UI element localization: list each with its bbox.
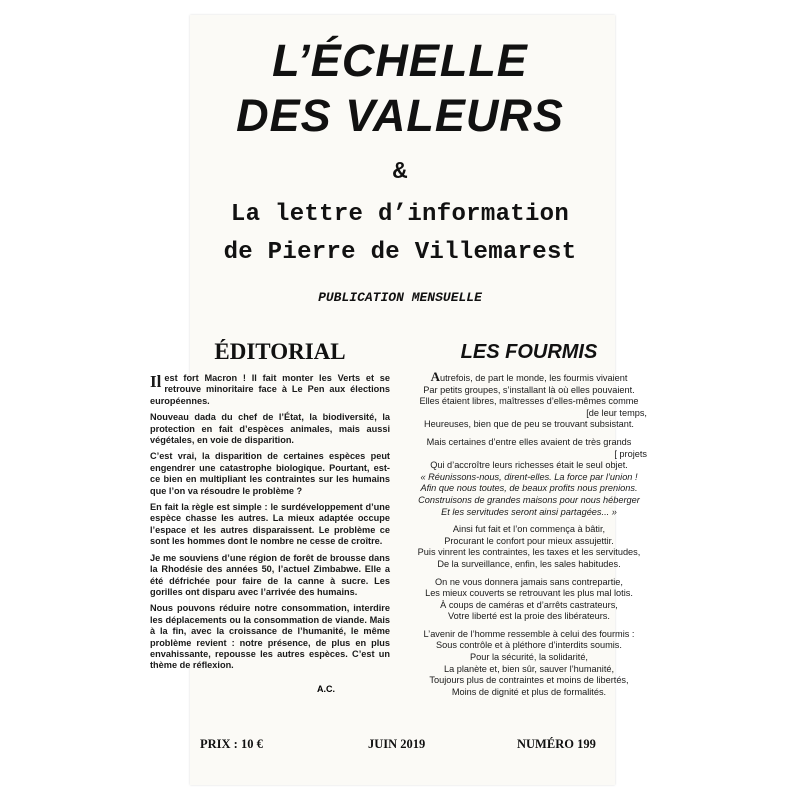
poem-stanza-4	[405, 577, 653, 623]
poem-line: Par petits groupes, s’installant là où elles pouvaient.	[423, 384, 635, 395]
editorial-paragraph-3: C’est vrai, la disparition de certaines espèces peut engendrer une catastrophe biologique. Pourtant, est-ce bien en multipliant les contraintes sur les humains que l’on va résoudre le problème ?	[150, 451, 390, 496]
editorial-column	[150, 337, 390, 694]
editorial-paragraph-1: Il est fort Macron ! Il fait monter les Verts et se retrouve minoritaire face à Le Pen aux élections européennes.	[150, 372, 390, 406]
poem-line: Ainsi fut fait et l’on commença à bâtir,	[452, 524, 606, 535]
poem-line: Moins de dignité et plus de formalités.	[451, 686, 607, 697]
poem-line: Heureuses, bien que de peu se trouvant subsistant.	[424, 419, 634, 430]
poem-line: L’avenir de l’homme ressemble à celui des fourmis :	[423, 628, 635, 639]
poem-line: On ne vous donnera jamais sans contrepartie,	[435, 576, 623, 587]
footer-issue-number: NUMÉRO 199	[517, 737, 596, 751]
poem-line: Elles étaient libres, maîtresses d’elles-mêmes comme	[419, 396, 639, 407]
poem-line: De la surveillance, enfin, les sales habitudes.	[437, 558, 621, 569]
masthead-title-line2: DES VALEURS	[236, 90, 564, 141]
poem-line: Qui d’accroître leurs richesses était le seul objet.	[430, 460, 628, 471]
poem-line: Pour la sécurité, la solidarité,	[470, 652, 588, 663]
poem-line: À coups de caméras et d’arrêts castrateurs,	[440, 599, 618, 610]
masthead-subtitle-line2: de Pierre de Villemarest	[223, 239, 577, 266]
masthead-subtitle-line1: La lettre d’information	[230, 201, 570, 228]
poem-line-quote: Et les servitudes seront ainsi partagées... »	[441, 506, 617, 517]
editorial-heading: ÉDITORIAL	[214, 339, 346, 364]
poem-line-quote: Afin que nous toutes, de beaux profits nous prenions.	[420, 483, 638, 494]
poem-stanza-5	[405, 629, 653, 699]
masthead-ampersand: &	[392, 159, 408, 186]
poem-line-wrap: [ projets	[614, 448, 647, 459]
poem-line-wrap: [de leur temps,	[586, 407, 647, 418]
poem-heading: LES FOURMIS	[460, 341, 598, 363]
poem-line: Votre liberté est la proie des libérateurs.	[448, 611, 610, 622]
poem-stanza-1	[405, 371, 653, 431]
poem-column	[405, 337, 653, 698]
editorial-drop-cap: Il	[150, 372, 162, 391]
editorial-paragraph-5: Je me souviens d’une région de forêt de brousse dans la Rhodésie des années 50, l’actuel Zimbabwe. Elle a été défrichée pour faire de la canne à sucre. Les gorilles ont disparu avec l’arrivée des humains.	[150, 552, 390, 597]
editorial-paragraph-2: Nouveau dada du chef de l’État, la biodiversité, la protection en fait d’espèces animales, mais aussi végétales, en voie de disparition.	[150, 412, 390, 446]
poem-drop-cap: A	[430, 369, 440, 384]
editorial-paragraph-6: Nous pouvons réduire notre consommation, interdire les déplacements ou la consommation de viande. Mais à la fin, avec la croissance de l’humanité, le même problème revient : notre présence, de plus en plus envahissante, repousse les autres espèces. C’est un thème de réflexion.	[150, 603, 390, 671]
poem-line: Mais certaines d’entre elles avaient de très grands	[426, 436, 632, 447]
editorial-paragraph-4: En fait la règle est simple : le surdéveloppement d’une espèce chasse les autres. La mieux adaptée occupe l’espace et les autres disparaissent. Le problème ce sont les hommes dont le nombre ne cesse de croître.	[150, 502, 390, 547]
footer-date: JUIN 2019	[368, 737, 426, 751]
poem-line: Autrefois, de part le monde, les fourmis vivaient	[430, 369, 628, 384]
poem-line: Puis vinrent les contraintes, les taxes et les servitudes,	[417, 547, 641, 558]
poem-line: La planète et, bien sûr, sauver l’humanité,	[443, 663, 615, 674]
poem-line-quote: Construisons de grandes maisons pour nous héberger	[418, 494, 640, 505]
poem-line-quote: « Réunissons-nous, dirent-elles. La force par l’union !	[420, 471, 638, 482]
poem-stanza-2	[405, 437, 653, 518]
footer-price: PRIX : 10 €	[200, 737, 263, 751]
poem-line: Les mieux couverts se retrouvant les plus mal lotis.	[425, 588, 633, 599]
footer-bar	[0, 737, 800, 755]
poem-line: Toujours plus de contraintes et moins de libertés,	[429, 675, 629, 686]
editorial-signature: A.C.	[317, 683, 335, 694]
poem-line: Sous contrôle et à pléthore d’interdits soumis.	[436, 640, 622, 651]
poem-stanza-3	[405, 524, 653, 570]
masthead-title-line1: L’ÉCHELLE	[272, 35, 528, 86]
poem-line: Procurant le confort pour mieux assujettir.	[444, 535, 614, 546]
publication-frequency: PUBLICATION MENSUELLE	[318, 290, 482, 305]
